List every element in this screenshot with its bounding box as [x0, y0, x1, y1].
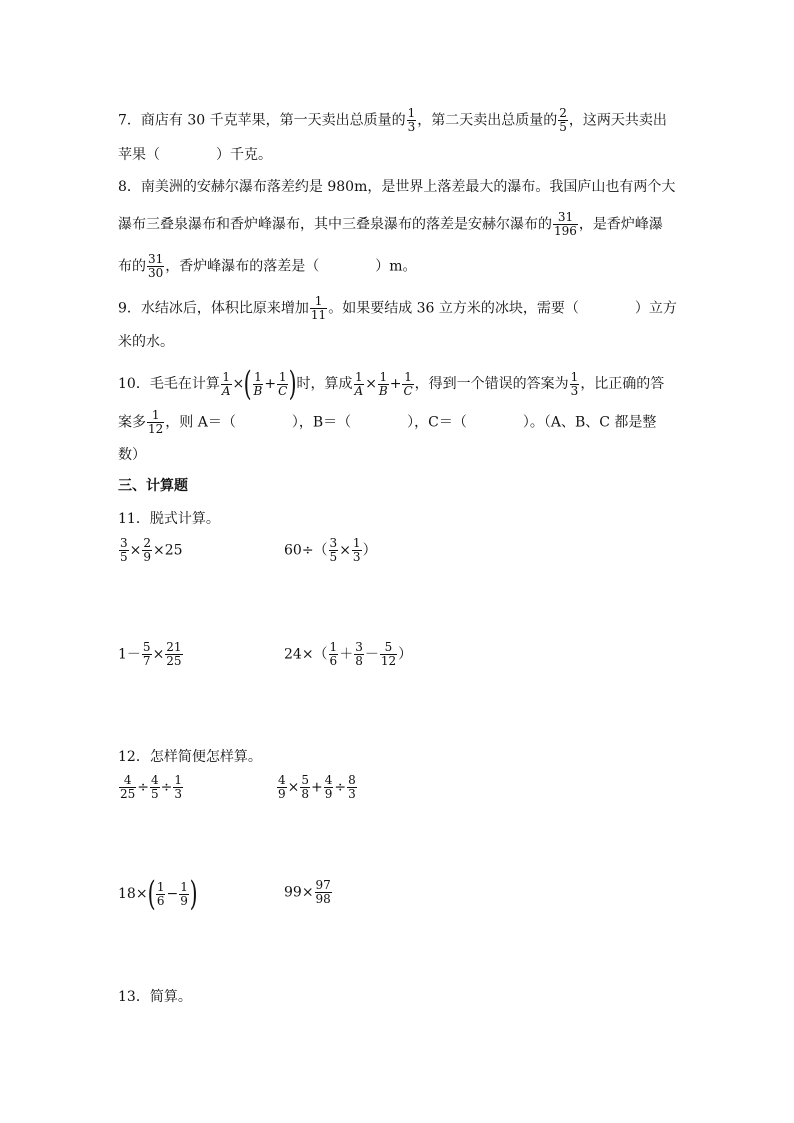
denominator: 12 [148, 422, 164, 436]
q12-expression-2 [276, 774, 358, 801]
fraction-1-3 [407, 107, 417, 134]
denominator: 3 [348, 787, 356, 801]
numerator: 21 [166, 640, 182, 654]
q10-text-1: 10．毛毛在计算 [118, 376, 220, 392]
fraction [142, 641, 152, 668]
denominator: 5 [329, 550, 338, 564]
fraction-31-196 [553, 211, 578, 238]
question-10-line-2 [118, 409, 656, 436]
numerator: 31 [148, 252, 164, 266]
fraction [119, 537, 129, 564]
q12-expression-1 [118, 774, 184, 801]
numerator: 1 [254, 369, 262, 384]
fraction-1-B [253, 371, 264, 398]
q11-expression-3 [118, 641, 184, 668]
fraction [300, 774, 310, 801]
expression-head: 1－ [118, 646, 141, 663]
fraction-1-11 [310, 295, 327, 322]
operator: ＋ [339, 646, 354, 663]
expression-head: 99× [284, 884, 314, 901]
expression-head: 24×（ [284, 646, 328, 663]
question-8-line-3 [118, 253, 417, 280]
denominator: 9 [143, 550, 152, 564]
numerator: 4 [278, 773, 286, 787]
q7-text-2: ，第二天卖出总质量的 [417, 112, 558, 129]
fraction-1-A-wrong [354, 371, 365, 398]
numerator: 1 [355, 369, 363, 384]
q10-text-3: ，得到一个错误的答案为 [414, 376, 569, 392]
denominator: 3 [174, 787, 183, 801]
question-13-title: 13．简算。 [118, 989, 192, 1005]
right-paren: ) [288, 364, 297, 404]
expression-tail: ） [362, 542, 377, 559]
numerator: 4 [119, 774, 136, 788]
fraction-1-A [221, 371, 232, 398]
question-11-title: 11．脱式计算。 [118, 511, 220, 527]
fraction-2-5 [558, 107, 568, 134]
denominator: 9 [324, 787, 333, 801]
numerator: 1 [379, 369, 388, 384]
fraction [329, 641, 339, 668]
numerator: 1 [156, 879, 165, 894]
left-paren: ( [243, 364, 252, 404]
question-12-title: 12．怎样简便怎样算。 [118, 749, 262, 765]
fraction [179, 881, 189, 908]
denominator: 9 [278, 787, 286, 801]
plus-sign: + [264, 376, 277, 392]
q11-expression-1 [118, 537, 183, 564]
numerator: 3 [329, 536, 338, 550]
denominator: B [253, 383, 263, 398]
fraction-1-12 [147, 409, 164, 436]
fraction-31-30 [147, 253, 164, 280]
fraction [315, 879, 332, 906]
question-10-line-3: 数） [118, 447, 146, 463]
numerator: 2 [559, 106, 567, 120]
denominator: 5 [559, 120, 567, 134]
denominator: C [278, 383, 288, 398]
fraction-1-C [277, 371, 288, 398]
numerator: 5 [380, 641, 397, 655]
numerator: 1 [329, 640, 338, 654]
q10-text-6: ，则 A＝（ ），B＝（ ），C＝（ ）。（A、B、C 都是整 [165, 414, 657, 431]
numerator: 1 [174, 773, 183, 787]
fraction [329, 537, 339, 564]
q9-text-2: 。如果要结成 36 立方米的冰块，需要（ ）立方 [328, 300, 677, 317]
numerator: 5 [142, 640, 151, 654]
expression-tail: ） [398, 646, 413, 663]
q8-text-4: ，香炉峰瀑布的落差是（ ）m。 [165, 258, 417, 275]
denominator: C [403, 383, 413, 398]
numerator: 97 [315, 878, 331, 892]
denominator: 5 [120, 550, 128, 564]
q11-expression-4 [284, 641, 412, 668]
numerator: 1 [570, 369, 579, 384]
times-sign: × [232, 376, 245, 392]
right-paren: ) [189, 874, 198, 914]
fraction [156, 881, 166, 908]
numerator: 1 [180, 879, 188, 894]
q10-text-5: 案多 [118, 414, 146, 431]
question-8-line-2 [118, 211, 663, 238]
operator: + [311, 779, 323, 796]
q12-expression-4 [284, 879, 333, 906]
question-9-line-1 [118, 295, 677, 322]
denominator: 8 [355, 654, 363, 668]
numerator: 1 [278, 369, 287, 384]
denominator: A [221, 383, 231, 398]
operator: × [339, 542, 351, 559]
denominator: 25 [120, 787, 136, 801]
denominator: B [378, 383, 388, 398]
fraction [347, 774, 357, 801]
operator: × [287, 779, 300, 796]
q9-text-1: 9．水结冰后，体积比原来增加 [118, 300, 309, 317]
denominator: 196 [554, 224, 577, 238]
denominator: 3 [352, 550, 361, 564]
denominator: 12 [380, 654, 397, 668]
fraction [324, 774, 334, 801]
q12-expression-3 [118, 874, 198, 914]
question-7-line-2: 苹果（ ）千克。 [118, 147, 272, 163]
plus-sign: + [389, 376, 402, 392]
numerator: 5 [301, 773, 310, 787]
operator: × [152, 646, 165, 663]
fraction [119, 774, 136, 801]
denominator: A [354, 383, 364, 398]
fraction [150, 774, 160, 801]
operator: ÷ [160, 779, 173, 796]
numerator: 3 [355, 640, 363, 654]
numerator: 3 [120, 536, 128, 550]
denominator: 98 [315, 892, 331, 906]
expression-head: 18× [118, 886, 148, 902]
numerator: 2 [143, 536, 152, 550]
expression-tail: ×25 [153, 542, 183, 559]
denominator: 7 [142, 654, 151, 668]
denominator: 25 [166, 654, 182, 668]
question-8-line-1: 8．南美洲的安赫尔瀑布落差约是 980m，是世界上落差最大的瀑布。我国庐山也有两个大 [118, 179, 676, 195]
left-paren: ( [147, 874, 156, 914]
q11-expression-2 [284, 537, 377, 564]
operator: − [166, 886, 179, 902]
numerator: 1 [352, 536, 361, 550]
denominator: 11 [310, 308, 327, 322]
fraction [352, 537, 362, 564]
section-heading: 三、计算题 [118, 478, 188, 494]
operator: ÷ [137, 779, 150, 796]
fraction-1-3 [570, 371, 580, 398]
denominator: 30 [148, 266, 164, 280]
operator: ÷ [334, 779, 347, 796]
denominator: 3 [570, 383, 579, 398]
fraction [380, 641, 397, 668]
fraction-1-B-wrong [378, 371, 389, 398]
numerator: 31 [553, 211, 578, 225]
q7-text-1: 7．商店有 30 千克苹果，第一天卖出总质量的 [118, 112, 406, 129]
numerator: 4 [324, 773, 333, 787]
q8-text-1: 瀑布三叠泉瀑布和香炉峰瀑布，其中三叠泉瀑布的落差是安赫尔瀑布的 [118, 216, 552, 233]
fraction-1-C-wrong [402, 371, 413, 398]
q7-text-3: ，这两天共卖出 [568, 112, 667, 129]
numerator: 8 [348, 773, 356, 787]
denominator: 3 [407, 120, 416, 134]
times-sign: × [365, 376, 377, 392]
fraction [173, 774, 183, 801]
q10-text-2: 时，算成 [296, 376, 353, 392]
denominator: 6 [329, 654, 338, 668]
numerator: 1 [222, 369, 230, 384]
fraction [354, 641, 364, 668]
question-10-line-1 [118, 364, 665, 404]
operator: － [364, 646, 379, 663]
q8-text-3: 布的 [118, 258, 146, 275]
denominator: 9 [180, 893, 188, 908]
denominator: 8 [301, 787, 310, 801]
question-9-line-2: 米的水。 [118, 334, 174, 350]
fraction [165, 641, 182, 668]
operator: × [129, 542, 142, 559]
numerator: 1 [407, 106, 416, 120]
q8-text-2: ，是香炉峰瀑 [578, 216, 663, 233]
fraction [277, 774, 287, 801]
numerator: 1 [404, 369, 412, 384]
question-7-line-1 [118, 107, 667, 134]
denominator: 5 [151, 787, 159, 801]
numerator: 4 [151, 773, 159, 787]
denominator: 6 [156, 893, 165, 908]
expression-head: 60÷（ [284, 542, 328, 559]
fraction [142, 537, 152, 564]
numerator: 1 [147, 409, 164, 423]
q10-text-4: ，比正确的答 [580, 376, 665, 392]
numerator: 1 [310, 295, 327, 309]
